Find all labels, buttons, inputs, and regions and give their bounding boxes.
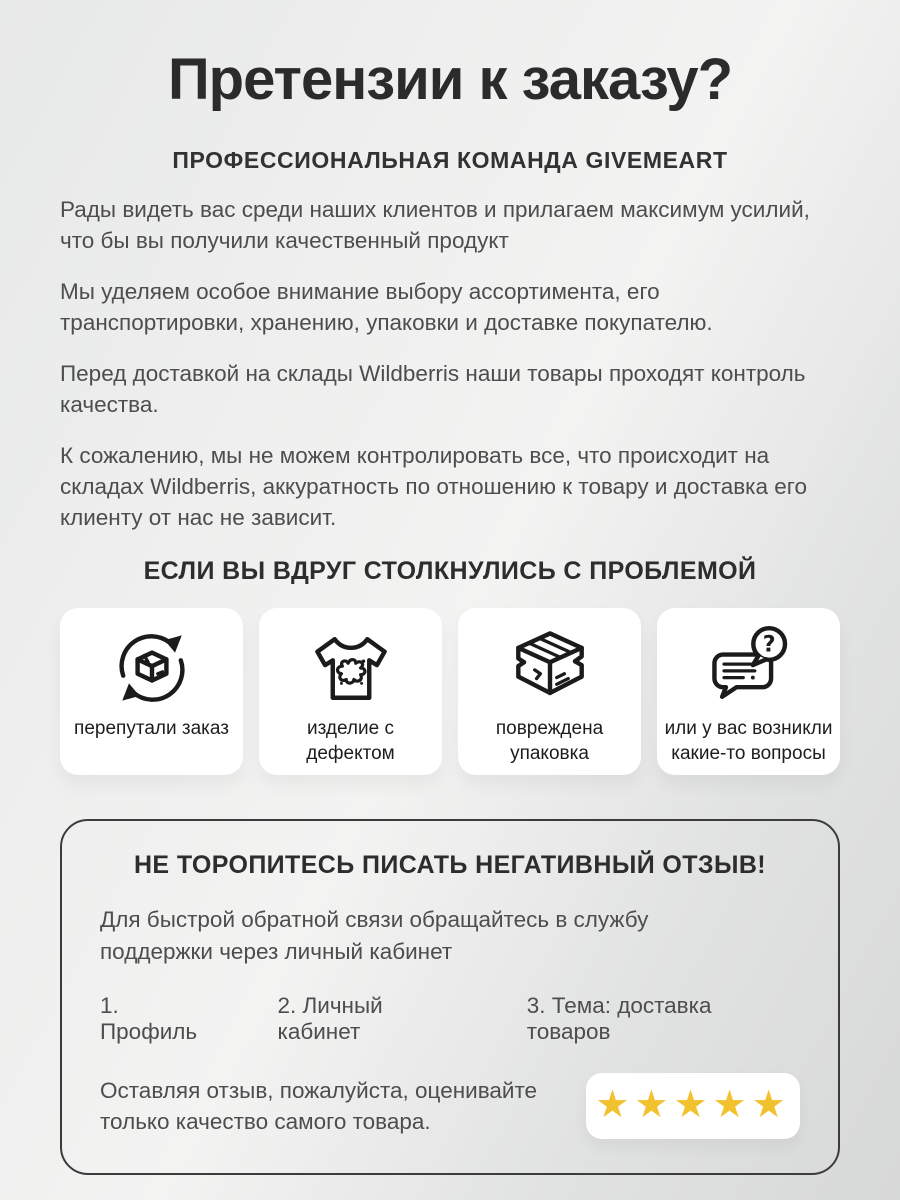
card-damaged-package — [458, 608, 641, 775]
problem-cards — [60, 608, 840, 775]
problems-heading: ЕСЛИ ВЫ ВДРУГ СТОЛКНУЛИСЬ С ПРОБЛЕМОЙ — [143, 557, 757, 586]
review-notice-box — [60, 819, 840, 1175]
card-label: изделие с дефектом — [306, 718, 395, 765]
review-note: Оставляя отзыв, пожалуйста, оценивайте только качество самого товара. — [100, 1077, 538, 1135]
notice-body: Для быстрой обратной связи обращайтесь в службу поддержки через личный кабинет — [100, 907, 649, 964]
notice-bottom-row — [100, 1073, 800, 1139]
intro-paragraph: Перед доставкой на склады Wildberris наши товары проходят контроль качества. — [60, 361, 806, 418]
intro-paragraph: Рады видеть вас среди наших клиентов и прилагаем максимум усилий, что бы вы получили качественный продукт — [60, 197, 810, 254]
card-label: перепутали заказ — [74, 718, 229, 740]
page-title: Претензии к заказу? — [167, 47, 733, 112]
damaged-box-icon — [502, 620, 598, 716]
notice-heading: НЕ ТОРОПИТЕСЬ ПИСАТЬ НЕГАТИВНЫЙ ОТЗЫВ! — [133, 851, 767, 880]
step-profile: 1. Профиль — [100, 993, 198, 1045]
box-return-icon — [104, 620, 200, 716]
card-questions — [657, 608, 840, 775]
support-steps — [100, 993, 800, 1045]
intro-paragraph: К сожалению, мы не можем контролировать все, что происходит на складах Wildberris, аккуратность по отношению к товару и доставка его клиенту от нас не зависит. — [60, 443, 808, 531]
card-label: повреждена упаковка — [495, 718, 604, 765]
question-chat-icon — [701, 620, 797, 716]
card-wrong-order — [60, 608, 243, 775]
step-account: 2. Личный кабинет — [277, 993, 383, 1045]
svg-text:?: ? — [762, 633, 776, 659]
card-label: или у вас возникли какие-то вопросы — [664, 718, 833, 765]
five-stars-icon: ★★★★★ — [595, 1082, 791, 1127]
intro-text — [60, 194, 840, 533]
card-defect-item — [259, 608, 442, 775]
intro-paragraph: Мы уделяем особое внимание выбору ассортимента, его транспортировки, хранению, упаковки и доставке покупателю. — [60, 279, 713, 336]
team-subtitle: ПРОФЕССИОНАЛЬНАЯ КОМАНДА GIVEMEART — [172, 147, 728, 173]
rating-badge — [586, 1073, 800, 1139]
tshirt-defect-icon — [303, 620, 399, 716]
step-topic: 3. Тема: доставка товаров — [526, 993, 712, 1045]
